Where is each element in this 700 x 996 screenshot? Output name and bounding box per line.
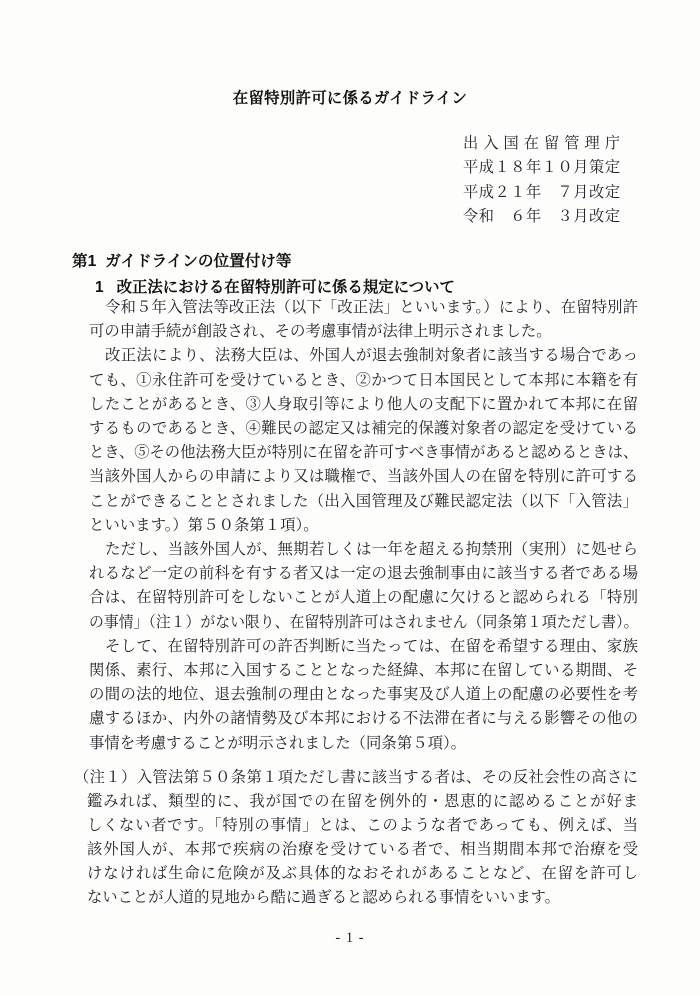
- footnote-block: [74, 766, 638, 910]
- text-line: 平成１８年１０月策定: [463, 159, 620, 177]
- subsection-title: 改正法における在留特別許可に係る規定について: [116, 279, 455, 296]
- section-number: 第1: [72, 253, 97, 270]
- text-line: ないことが人道的見地から酷に過ぎると認められる事情をいいます。: [87, 889, 560, 906]
- text-line: れるなど一定の前科を有する者又は一定の退去強制事由に該当する者である場: [89, 565, 638, 583]
- document-title: 在留特別許可に係るガイドライン: [232, 90, 468, 107]
- text-line: ても、①永住許可を受けているとき、②かつて日本国民として本邦に本籍を有: [89, 371, 638, 389]
- text-line: 令和 ６年 ３月改定: [463, 207, 620, 225]
- text-line: の事情」（注１）がない限り、在留特別許可はされません（同条第１項ただし書）。: [89, 613, 639, 631]
- paragraph-4: [89, 635, 638, 756]
- text-line: 関係、素行、本邦に入国することとなった経緯、本邦に在留している期間、そ: [89, 662, 638, 680]
- text-line: ことができることとされました（出入国管理及び難民認定法（以下「入管法」: [89, 492, 638, 510]
- paragraph-3: [89, 538, 638, 635]
- agency-name: 出入国在留管理庁: [463, 135, 620, 152]
- section-heading: [72, 249, 291, 271]
- text-line: けなければ生命に危険が及ぶ具体的なおそれがあることなど、在留を許可し: [87, 865, 638, 882]
- text-line: 当該外国人からの申請により又は職権で、当該外国人の在留を特別に許可する: [89, 468, 638, 486]
- page-number: - 1 -: [335, 930, 365, 946]
- text-line: 慮するほか、内外の諸情勢及び本邦における不法滞在者に与える影響その他の: [89, 710, 638, 728]
- subsection-heading: [95, 275, 455, 297]
- paragraph-1: [89, 296, 638, 344]
- subsection-number: 1: [95, 279, 104, 296]
- text-line: 平成２１年 ７月改定: [463, 183, 620, 201]
- text-line: ただし、当該外国人が、無期若しくは一年を超える拘禁刑（実刑）に処せら: [105, 541, 638, 559]
- text-line: 鑑みれば、類型的に、我が国での在留を例外的・恩恵的に認めることが好ま: [87, 793, 638, 810]
- text-line: そして、在留特別許可の許否判断に当たっては、在留を希望する理由、家族: [105, 637, 638, 655]
- text-line: 合は、在留特別許可をしないことが人道上の配慮に欠けると認められる「特別: [89, 589, 638, 607]
- text-line: （注１）入管法第５０条第１項ただし書に該当する者は、その反社会性の高さに: [74, 769, 638, 786]
- paragraph-2: [89, 344, 638, 538]
- revision-block: [463, 132, 620, 229]
- body-text: [89, 296, 638, 756]
- section-title: ガイドラインの位置付け等: [105, 253, 292, 270]
- text-line: 可の申請手続が創設され、その考慮事情が法律上明示されました。: [89, 323, 552, 341]
- text-line: 事情を考慮することが明示されました（同条第５項）。: [89, 734, 467, 752]
- text-line: 令和５年入管法等改正法（以下「改正法」といいます。）により、在留特別許: [105, 299, 638, 316]
- text-line: 改正法により、法務大臣は、外国人が退去強制対象者に該当する場合であっ: [105, 347, 638, 365]
- text-line: とき、⑤その他法務大臣が特別に在留を許可すべき事情があると認めるときは、: [89, 444, 639, 462]
- revision-history: [463, 156, 620, 229]
- text-line: の間の法的地位、退去強制の理由となった事実及び人道上の配慮の必要性を考: [89, 686, 638, 704]
- text-line: するものであるとき、④難民の認定又は補完的保護対象者の認定を受けている: [89, 420, 638, 438]
- text-line: 該外国人が、本邦で疾病の治療を受けている者で、相当期間本邦で治療を受: [87, 841, 638, 858]
- text-line: しくない者です。「特別の事情」とは、このような者であっても、例えば、当: [87, 817, 638, 834]
- text-line: といいます。）第５０条第１項）。: [89, 516, 319, 534]
- text-line: したことがあるとき、③人身取引等により他人の支配下に置かれて本邦に在留: [89, 395, 638, 413]
